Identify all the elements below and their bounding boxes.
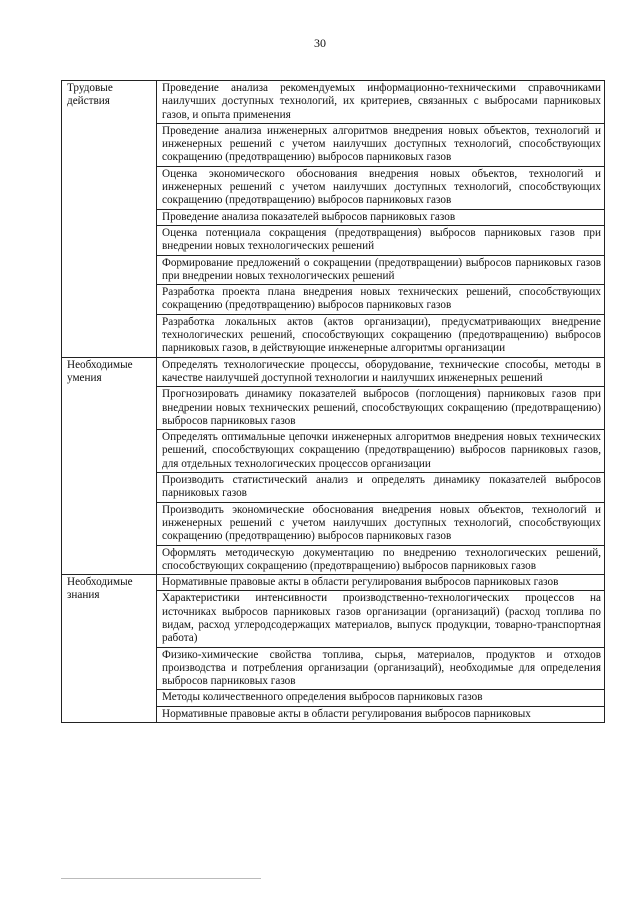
table-cell-item: Определять оптимальные цепочки инженерных алгоритмов внедрения новых технических решений, способствующих сокращению (предотвращению) выбросов парниковых газов, для отдельных технологических процессов организации — [157, 430, 605, 473]
table-row — [62, 575, 605, 591]
table-cell-item: Нормативные правовые акты в области регулирования выбросов парниковых — [157, 706, 605, 722]
table-cell-item: Проведение анализа рекомендуемых информационно-техническими справочниками наилучших доступных технологий, их критериев, связанных с выбросами парниковых газов, и опыта применения — [157, 81, 605, 124]
table-cell-item: Характеристики интенсивности производственно-технологических процессов на источниках выбросов парниковых газов организации (организаций) (расход топлива по видам, расход углеродсодержащих материалов, выпуск продукции, товарно-транспортная работа) — [157, 591, 605, 647]
table-cell-item: Нормативные правовые акты в области регулирования выбросов парниковых газов — [157, 575, 605, 591]
table-cell-item: Формирование предложений о сокращении (предотвращении) выбросов парниковых газов при внедрении новых технологических решений — [157, 255, 605, 285]
table-cell-item: Оценка экономического обоснования внедрения новых объектов, технологий и инженерных решений с учетом наилучших доступных технологий, способствующих сокращению (предотвращению) выбросов парниковых газов — [157, 166, 605, 209]
requirements-table — [61, 80, 605, 723]
footer-divider — [61, 878, 261, 879]
table-cell-item: Производить статистический анализ и определять динамику показателей выбросов парниковых газов — [157, 473, 605, 503]
table-cell-item: Производить экономические обоснования внедрения новых объектов, технологий и инженерных решений с учетом наилучших доступных технологий, способствующих сокращению (предотвращению) выбросов парниковых газов — [157, 502, 605, 545]
table-cell-item: Оформлять методическую документацию по внедрению технологических решений, способствующих сокращению (предотвращению) выбросов парниковых газов — [157, 545, 605, 575]
page-number: 30 — [314, 36, 326, 50]
table-cell-item: Оценка потенциала сокращения (предотвращения) выбросов парниковых газов при внедрении новых технологических решений — [157, 225, 605, 255]
table-cell-item: Проведение анализа показателей выбросов парниковых газов — [157, 209, 605, 225]
section-label: Необходимые знания — [62, 575, 157, 723]
table-cell-item: Разработка проекта плана внедрения новых технических решений, способствующих сокращению (предотвращению) выбросов парниковых газов — [157, 285, 605, 315]
requirements-table-body — [62, 81, 605, 723]
section-label: Трудовые действия — [62, 81, 157, 358]
table-cell-item: Проведение анализа инженерных алгоритмов внедрения новых объектов, технологий и инженерных решений с учетом наилучших доступных технологий, способствующих сокращению (предотвращению) выбросов парниковых газов — [157, 123, 605, 166]
table-cell-item: Физико-химические свойства топлива, сырья, материалов, продуктов и отходов производства и потребления организации (организаций), необходимые для определения выбросов парниковых газов — [157, 647, 605, 690]
table-cell-item: Разработка локальных актов (актов организации), предусматривающих внедрение технологических решений, способствующих сокращению (предотвращению) выбросов парниковых газов, в действующие инженерные алгоритмы организации — [157, 314, 605, 357]
section-label: Необходимые умения — [62, 357, 157, 574]
table-cell-item: Определять технологические процессы, оборудование, технические способы, методы в качестве наилучшей доступной технологии и наилучших инженерных решений — [157, 357, 605, 387]
table-row — [62, 357, 605, 387]
table-cell-item: Методы количественного определения выбросов парниковых газов — [157, 690, 605, 706]
table-cell-item: Прогнозировать динамику показателей выбросов (поглощения) парниковых газов при внедрении новых технических решений, способствующих сокращению (предотвращению) выбросов парниковых газов — [157, 387, 605, 430]
table-row — [62, 81, 605, 124]
